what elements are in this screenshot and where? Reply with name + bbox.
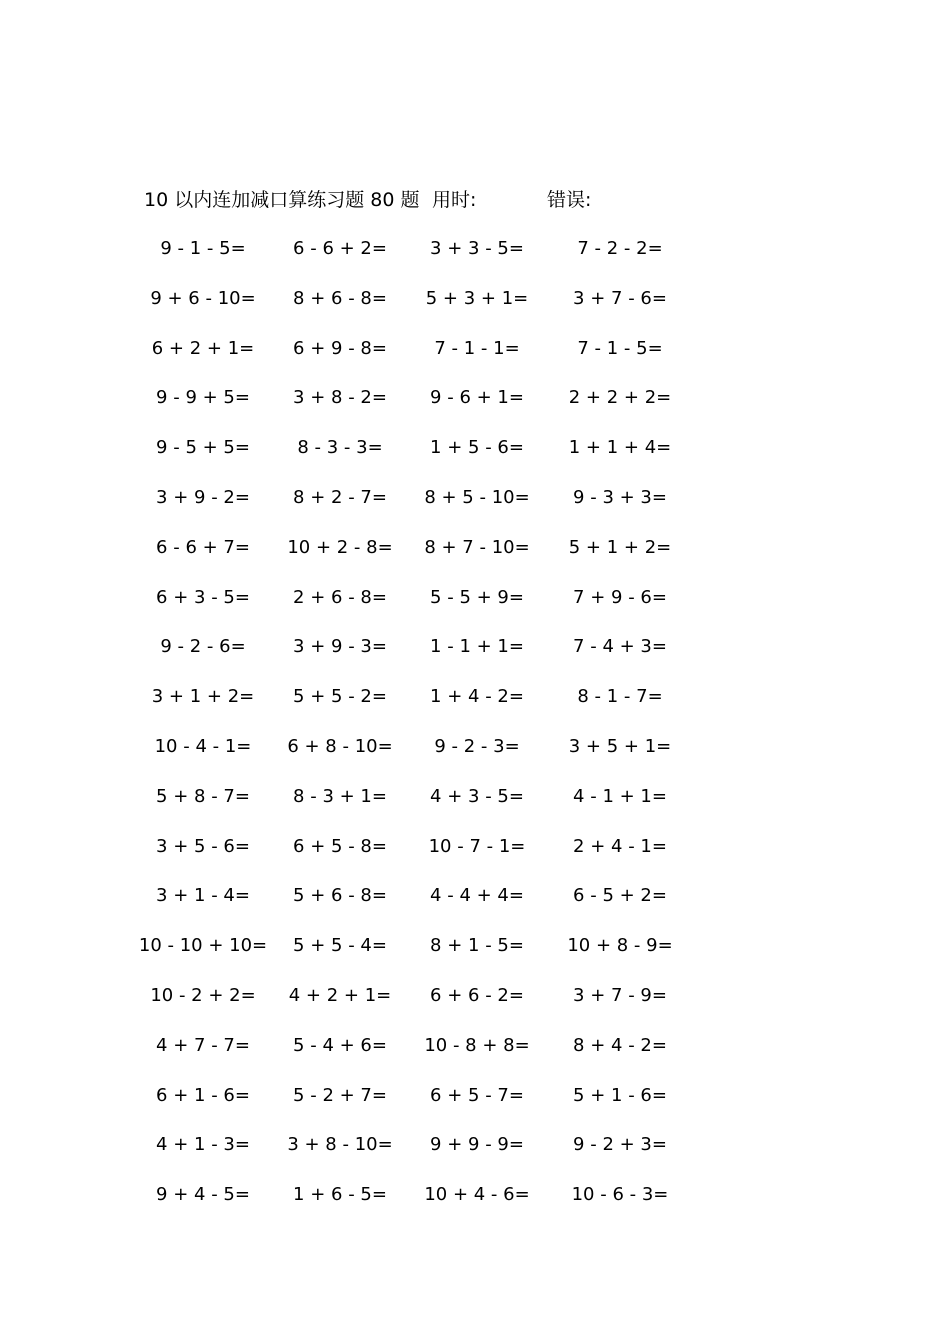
problem-item: 10 + 4 - 6= [424,1184,530,1206]
problem-item: 8 + 6 - 8= [293,287,387,309]
problem-item: 6 + 5 - 8= [293,835,387,857]
problem-item: 3 + 8 - 10= [287,1134,393,1156]
problem-item: 9 - 9 + 5= [156,387,250,409]
problem-item: 2 + 6 - 8= [293,586,387,608]
problem-item: 4 - 1 + 1= [573,785,667,807]
problem-item: 7 - 2 - 2= [577,238,663,259]
problem-item: 6 + 9 - 8= [293,337,387,359]
problem-item: 6 - 6 + 7= [156,536,250,558]
problem-item: 10 - 6 - 3= [571,1184,669,1206]
problem-item: 9 - 2 + 3= [573,1134,667,1156]
problem-item: 3 + 9 - 3= [293,636,387,658]
problem-item: 3 + 1 - 4= [156,885,250,907]
problem-item: 8 - 3 + 1= [293,785,387,807]
problem-item: 1 + 6 - 5= [293,1184,387,1206]
problem-item: 3 + 9 - 2= [156,487,250,508]
problem-item: 9 + 6 - 10= [150,287,256,309]
problem-item: 8 - 1 - 7= [577,686,663,708]
problem-item: 10 + 2 - 8= [287,536,393,558]
problem-item: 4 + 3 - 5= [430,785,524,807]
problem-item: 10 - 10 + 10= [138,935,268,957]
problem-item: 6 + 2 + 1= [151,337,255,359]
problem-item: 9 + 4 - 5= [156,1184,250,1206]
problem-item: 9 - 1 - 5= [160,238,246,259]
problem-item: 1 - 1 + 1= [430,636,524,658]
problem-item: 9 - 2 - 3= [434,736,520,757]
problem-item: 6 + 5 - 7= [430,1084,524,1106]
problem-item: 5 + 8 - 7= [156,785,250,807]
problem-item: 8 + 2 - 7= [293,487,387,508]
problem-item: 2 + 2 + 2= [568,387,672,409]
problem-item: 5 + 6 - 8= [293,885,387,907]
problem-item: 1 + 1 + 4= [568,437,672,459]
problem-item: 9 + 9 - 9= [430,1134,524,1156]
problem-item: 6 - 5 + 2= [573,885,667,907]
problem-item: 7 - 1 - 1= [434,337,520,359]
problem-item: 3 + 8 - 2= [293,387,387,409]
problem-item: 5 - 5 + 9= [430,586,524,608]
problem-item: 5 + 5 - 4= [293,935,387,957]
problem-item: 5 + 1 - 6= [573,1084,667,1106]
problem-item: 5 + 5 - 2= [293,686,387,708]
problem-item: 3 + 5 + 1= [568,736,672,757]
problem-item: 10 - 7 - 1= [428,835,526,857]
problem-item: 7 - 4 + 3= [573,636,667,658]
problem-item: 9 - 2 - 6= [160,636,246,658]
problem-item: 4 + 2 + 1= [288,985,392,1006]
problem-item: 10 + 8 - 9= [567,935,673,957]
problem-item: 6 + 1 - 6= [156,1084,250,1106]
problem-item: 5 + 3 + 1= [425,287,529,309]
problem-item: 9 - 3 + 3= [573,487,667,508]
problem-item: 3 + 3 - 5= [430,238,524,259]
problem-item: 10 - 2 + 2= [150,985,256,1006]
problem-item: 2 + 4 - 1= [573,835,667,857]
time-used-label: 用时: [432,189,477,211]
problem-item: 8 - 3 - 3= [297,437,383,459]
problem-item: 1 + 4 - 2= [430,686,524,708]
problem-item: 8 + 5 - 10= [424,487,530,508]
problem-item: 3 + 5 - 6= [156,835,250,857]
problem-item: 3 + 7 - 9= [573,985,667,1006]
problem-item: 7 + 9 - 6= [573,586,667,608]
problem-item: 5 - 2 + 7= [293,1084,387,1106]
problem-item: 10 - 4 - 1= [154,736,252,757]
problem-item: 6 + 3 - 5= [156,586,250,608]
problem-item: 1 + 5 - 6= [430,437,524,459]
problem-item: 5 + 1 + 2= [568,536,672,558]
problem-item: 3 + 1 + 2= [151,686,255,708]
problem-item: 8 + 4 - 2= [573,1034,667,1056]
problem-item: 6 + 8 - 10= [287,736,393,757]
problem-item: 6 + 6 - 2= [430,985,524,1006]
problem-item: 4 - 4 + 4= [430,885,524,907]
problem-item: 9 - 6 + 1= [430,387,524,409]
problem-item: 3 + 7 - 6= [573,287,667,309]
worksheet-title: 10 以内连加减口算练习题 80 题 [144,189,420,211]
problem-item: 10 - 8 + 8= [424,1034,530,1056]
problem-item: 6 - 6 + 2= [293,238,387,259]
problem-item: 9 - 5 + 5= [156,437,250,459]
problem-item: 8 + 7 - 10= [424,536,530,558]
problem-item: 4 + 1 - 3= [156,1134,250,1156]
errors-label: 错误: [547,189,592,211]
problem-item: 5 - 4 + 6= [293,1034,387,1056]
problem-item: 4 + 7 - 7= [156,1034,250,1056]
problem-item: 8 + 1 - 5= [430,935,524,957]
problem-item: 7 - 1 - 5= [577,337,663,359]
